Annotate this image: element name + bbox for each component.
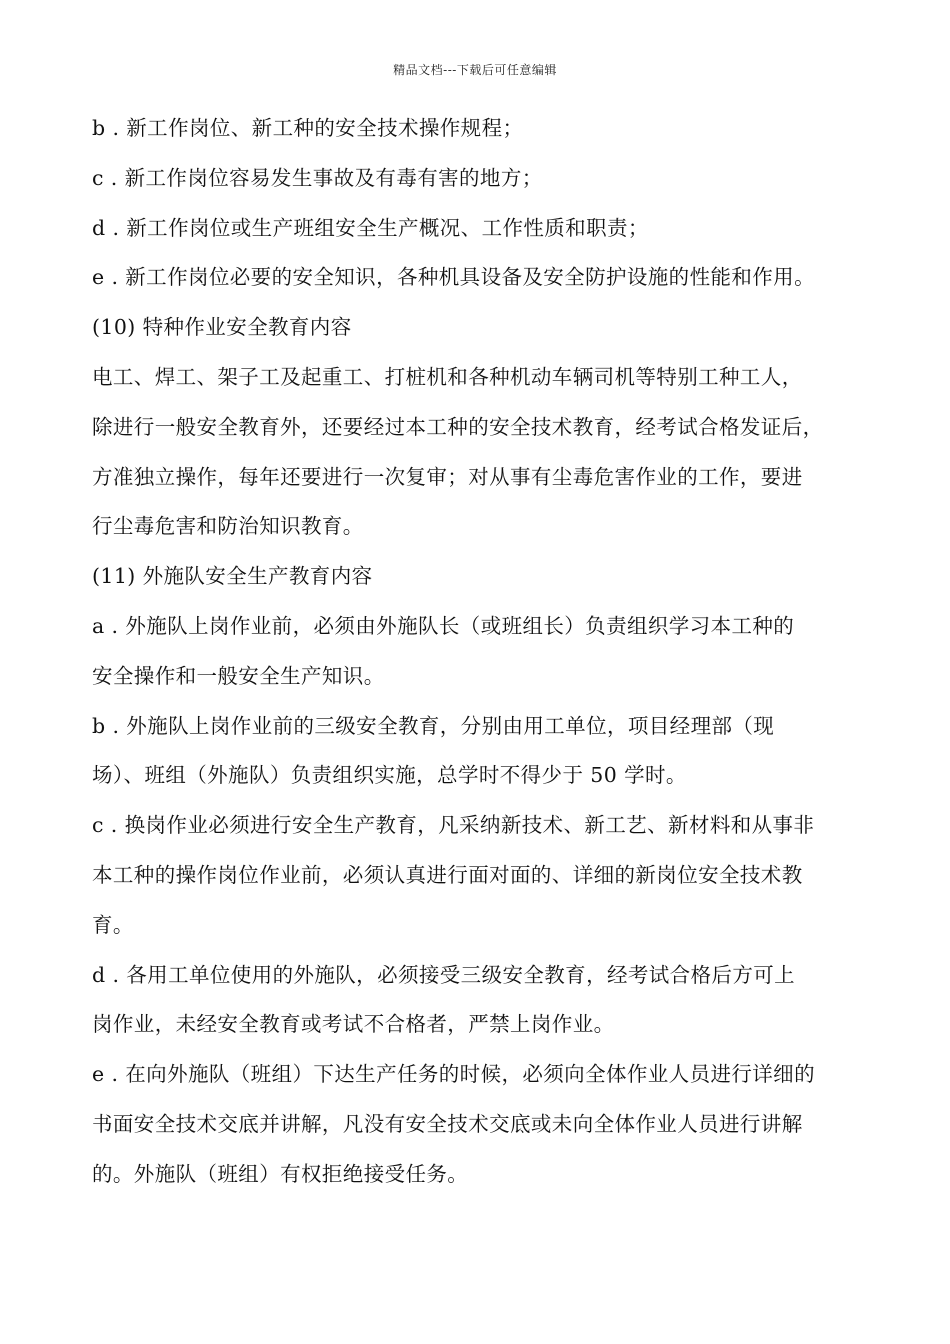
text-line: b . 外施队上岗作业前的三级安全教育，分别由用工单位，项目经理部（现	[92, 713, 775, 738]
text-line: 岗作业，未经安全教育或考试不合格者，严禁上岗作业。	[92, 1012, 615, 1037]
text-line: 方准独立操作，每年还要进行一次复审；对从事有尘毒危害作业的工作，要进	[92, 464, 803, 489]
text-line: c . 新工作岗位容易发生事故及有毒有害的地方；	[92, 165, 543, 190]
text-line: 本工种的操作岗位作业前，必须认真进行面对面的、详细的新岗位安全技术教	[92, 862, 803, 887]
section-heading: (11) 外施队安全生产教育内容	[92, 564, 373, 589]
text-line: 除进行一般安全教育外，还要经过本工种的安全技术教育，经考试合格发证后，	[92, 414, 824, 439]
text-line: 的。外施队（班组）有权拒绝接受任务。	[92, 1161, 469, 1186]
text-line: 场）、班组（外施队）负责组织实施，总学时不得少于 50 学时。	[92, 763, 687, 788]
document-body	[92, 104, 872, 1200]
text-line: e . 新工作岗位必要的安全知识，各种机具设备及安全防护设施的性能和作用。	[92, 265, 815, 290]
text-line: 安全操作和一般安全生产知识。	[92, 663, 385, 688]
text-line: e . 在向外施队（班组）下达生产任务的时候，必须向全体作业人员进行详细的	[92, 1062, 815, 1087]
text-line: c . 换岗作业必须进行安全生产教育，凡采纳新技术、新工艺、新材料和从事非	[92, 813, 815, 838]
text-line: d . 新工作岗位或生产班组安全生产概况、工作性质和职责；	[92, 215, 649, 240]
text-line: d . 各用工单位使用的外施队，必须接受三级安全教育，经考试合格后方可上	[92, 962, 796, 987]
text-line: 书面安全技术交底并讲解，凡没有安全技术交底或未向全体作业人员进行讲解	[92, 1111, 803, 1136]
text-line: a . 外施队上岗作业前，必须由外施队长（或班组长）负责组织学习本工种的	[92, 613, 795, 638]
text-line: 育。	[92, 912, 134, 937]
text-line: 电工、焊工、架子工及起重工、打桩机和各种机动车辆司机等特别工种工人，	[92, 364, 803, 389]
text-line: 行尘毒危害和防治知识教育。	[92, 514, 364, 539]
section-heading: (10) 特种作业安全教育内容	[92, 315, 352, 340]
text-line: b . 新工作岗位、新工种的安全技术操作规程；	[92, 116, 524, 140]
page-header: 精品文档---下载后可任意编辑	[393, 63, 557, 77]
